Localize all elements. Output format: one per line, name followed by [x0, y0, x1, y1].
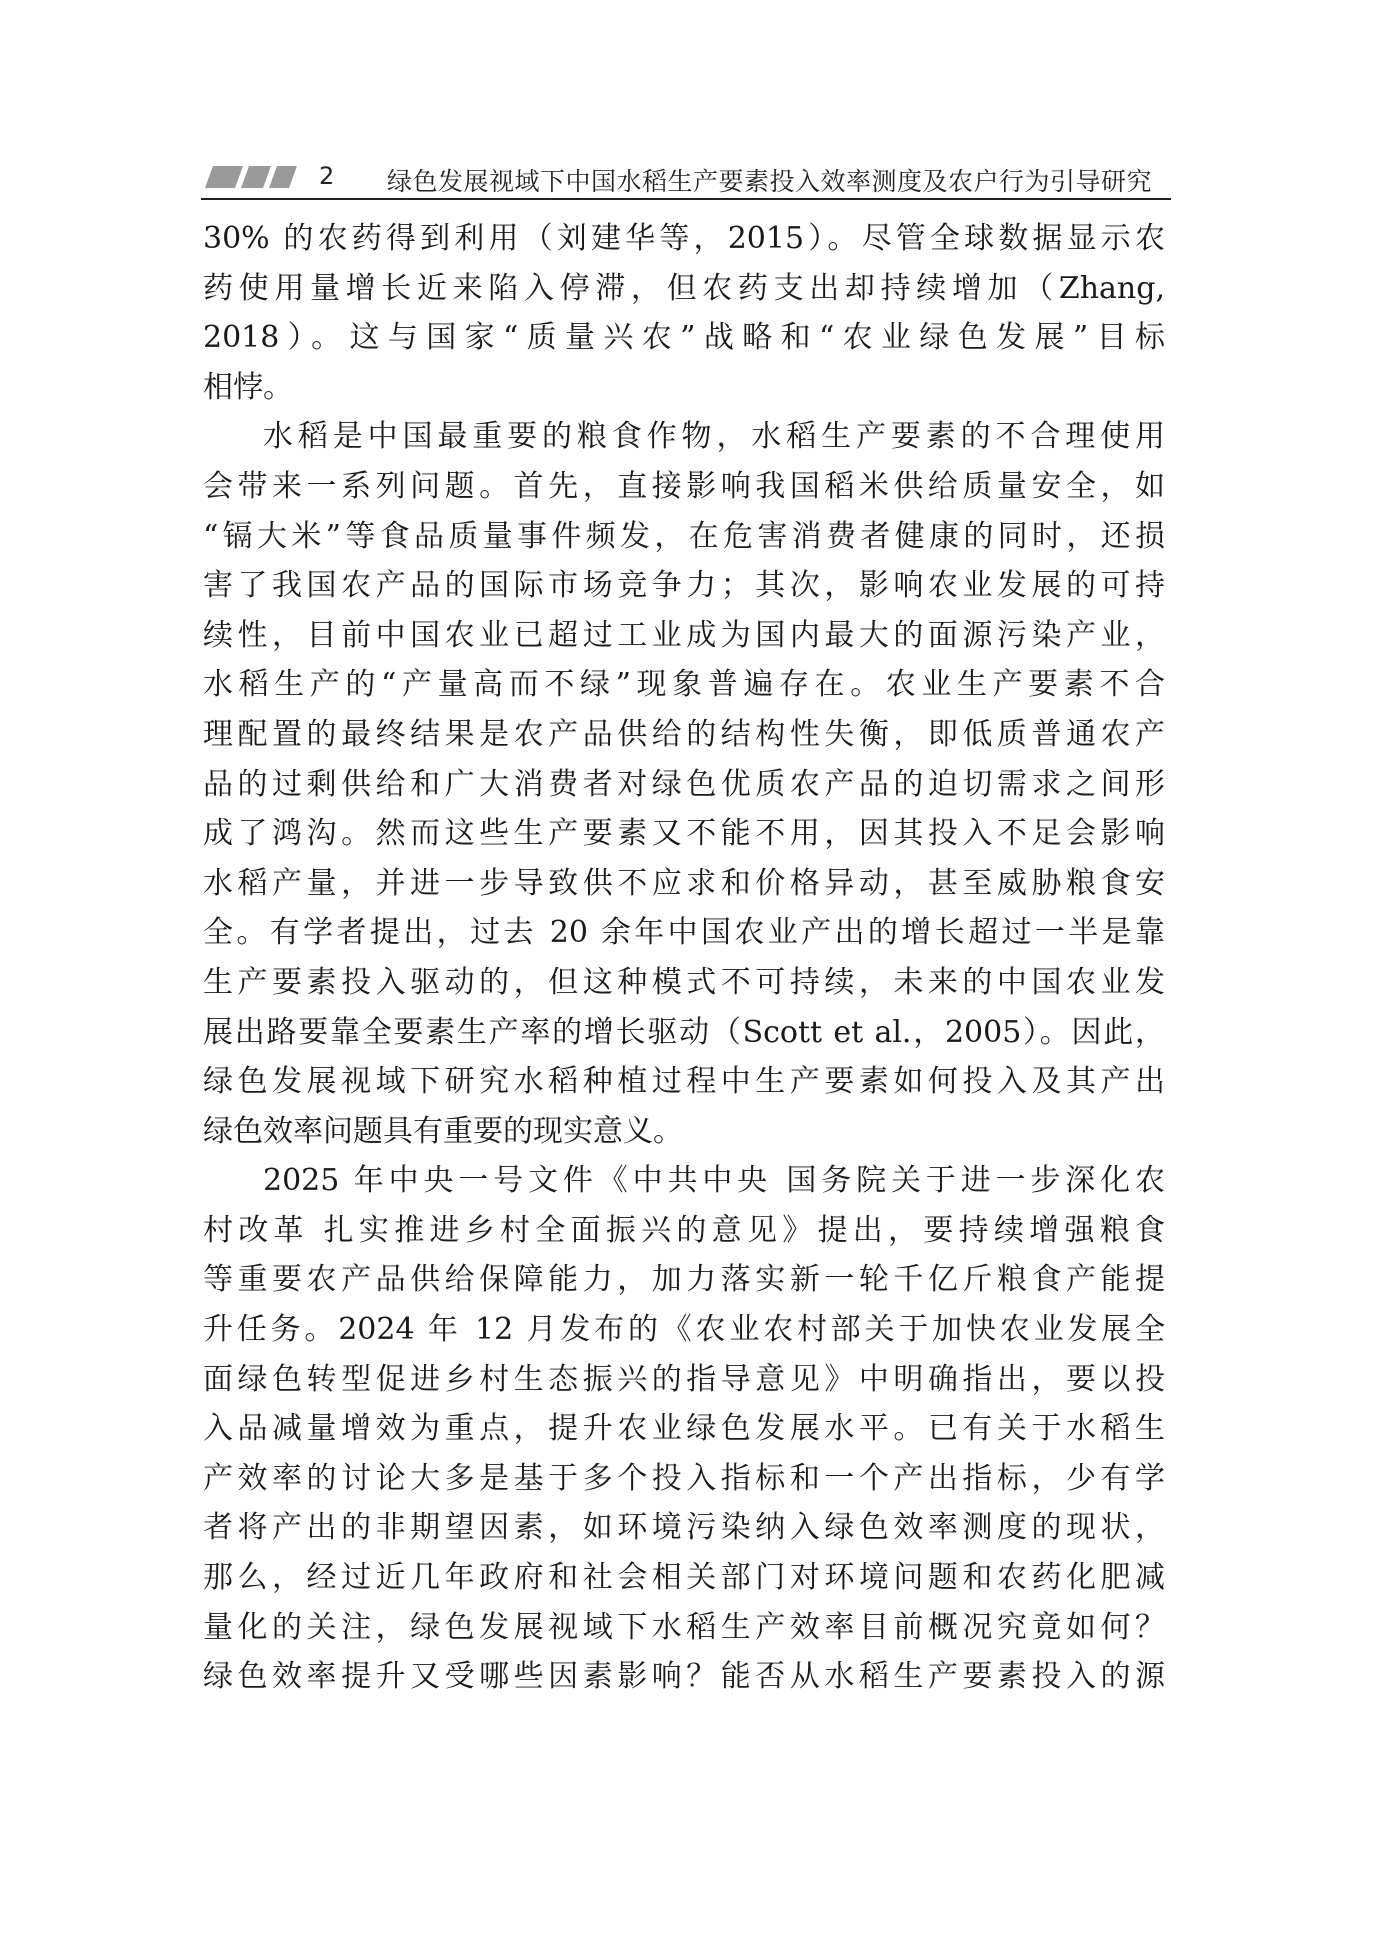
text-line: 会带来一系列问题。首先，直接影响我国稻米供给质量安全，如: [203, 468, 1165, 504]
text-line: 绿色效率问题具有重要的现实意义。: [203, 1113, 683, 1149]
text-line: 害了我国农产品的国际市场竞争力；其次，影响农业发展的可持: [203, 568, 1165, 604]
text-line: 绿色发展视域下研究水稻种植过程中生产要素如何投入及其产出: [203, 1064, 1165, 1100]
header-decoration: [201, 166, 301, 190]
running-title: 绿色发展视域下中国水稻生产要素投入效率测度及农户行为引导研究: [387, 167, 1153, 196]
text-line: 那么，经过近几年政府和社会相关部门对环境问题和农药化肥减: [203, 1560, 1165, 1596]
text-line: 品的过剩供给和广大消费者对绿色优质农产品的迫切需求之间形: [203, 766, 1165, 802]
text-line: 2025 年中央一号文件《中共中央 国务院关于进一步深化农: [263, 1163, 1165, 1199]
text-line: 入品减量增效为重点，提升农业绿色发展水平。已有关于水稻生: [203, 1411, 1165, 1447]
text-line: 30% 的农药得到利用（刘建华等，2015）。尽管全球数据显示农: [203, 221, 1165, 256]
text-line: 量化的关注，绿色发展视域下水稻生产效率目前概况究竟如何？: [203, 1609, 1165, 1645]
page-number: 2: [319, 162, 335, 190]
text-line: 村改革 扎实推进乡村全面振兴的意见》提出，要持续增强粮食: [203, 1212, 1165, 1248]
text-line: 水稻是中国最重要的粮食作物，水稻生产要素的不合理使用: [263, 419, 1165, 455]
text-line: 升任务。2024 年 12 月发布的《农业农村部关于加快农业发展全: [203, 1312, 1165, 1348]
text-line: 展出路要靠全要素生产率的增长驱动（Scott et al.，2005）。因此，: [203, 1014, 1165, 1050]
text-line: 水稻生产的“产量高而不绿”现象普遍存在。农业生产要素不合: [203, 667, 1165, 703]
text-line: 相悖。: [203, 369, 293, 405]
text-line: 2018）。这与国家“质量兴农”战略和“农业绿色发展”目标: [203, 320, 1165, 356]
text-line: 等重要农产品供给保障能力，加力落实新一轮千亿斤粮食产能提: [203, 1262, 1165, 1298]
text-line: 成了鸿沟。然而这些生产要素又不能不用，因其投入不足会影响: [203, 816, 1165, 852]
text-line: 者将产出的非期望因素，如环境污染纳入绿色效率测度的现状，: [203, 1510, 1165, 1546]
text-line: 全。有学者提出，过去 20 余年中国农业产出的增长超过一半是靠: [203, 915, 1165, 951]
text-line: 水稻产量，并进一步导致供不应求和价格异动，甚至威胁粮食安: [203, 865, 1165, 901]
text-line: 生产要素投入驱动的，但这种模式不可持续，未来的中国农业发: [203, 964, 1165, 1000]
text-line: “镉大米”等食品质量事件频发，在危害消费者健康的同时，还损: [203, 518, 1165, 554]
body-text: [203, 214, 1165, 1702]
text-line: 药使用量增长近来陷入停滞，但农药支出却持续增加（Zhang,: [203, 270, 1165, 306]
text-line: 续性，目前中国农业已超过工业成为国内最大的面源污染产业，: [203, 617, 1165, 653]
text-line: 理配置的最终结果是农产品供给的结构性失衡，即低质普通农产: [203, 716, 1165, 752]
text-line: 绿色效率提升又受哪些因素影响？能否从水稻生产要素投入的源: [203, 1659, 1165, 1695]
running-header: [201, 162, 1171, 200]
text-line: 产效率的讨论大多是基于多个投入指标和一个产出指标，少有学: [203, 1460, 1165, 1496]
text-line: 面绿色转型促进乡村生态振兴的指导意见》中明确指出，要以投: [203, 1361, 1165, 1397]
